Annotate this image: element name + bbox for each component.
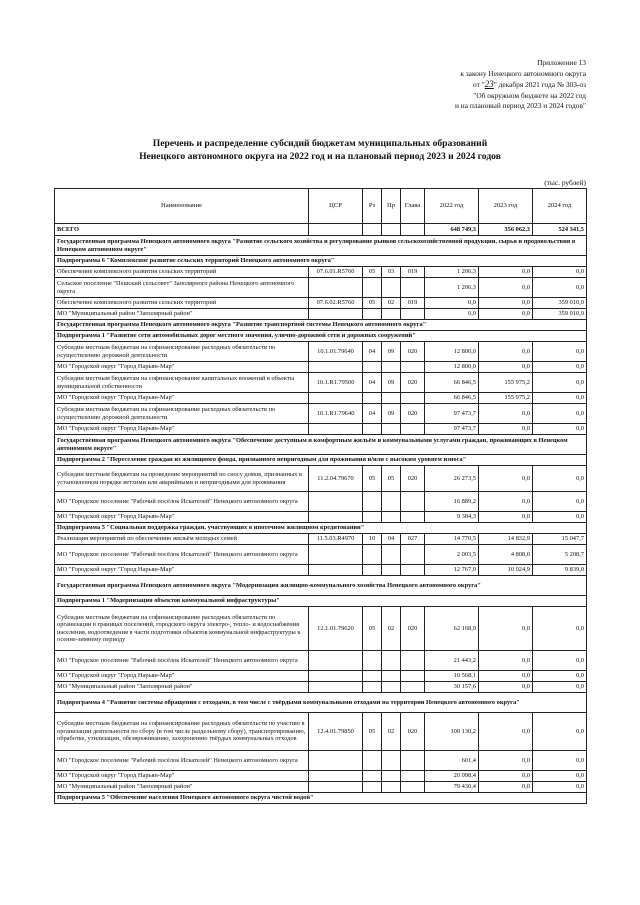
row-2023: 0,0 <box>479 342 533 362</box>
row-rz: 05 <box>363 713 382 751</box>
row-csr <box>309 512 363 523</box>
row-rz <box>363 651 382 671</box>
subsidy-row <box>55 466 587 492</box>
document-title <box>0 137 640 163</box>
row-name: Субсидии местным бюджетам на софинансирование расходных обязательств по организации в границах поселений, городского округа электро-, тепло- и водоснабжения населения, водоотведения в части подготовки объектов коммунальной инфраструктуры к осенне-зимнему периоду <box>55 607 309 651</box>
row-pr: 02 <box>382 713 401 751</box>
row-name: Субсидии местным бюджетам на проведение мероприятий по сносу домов, признанных в установленном порядке ветхими или аварийными и непригодными для проживания <box>55 466 309 492</box>
row-2023: 155 975,2 <box>479 373 533 393</box>
subsidy-row <box>55 713 587 751</box>
row-name: Реализация мероприятий по обеспечению жильём молодых семей <box>55 534 309 545</box>
program-header-row <box>55 455 587 466</box>
row-csr: 12.1.01.79620 <box>309 607 363 651</box>
header-name: Наименование <box>55 189 309 224</box>
row-2022: 0,0 <box>425 298 479 309</box>
row-2022: 9 384,3 <box>425 512 479 523</box>
row-pr <box>382 393 401 404</box>
row-name: МО "Городской округ "Город Нарьян-Мар" <box>55 424 309 435</box>
subsidy-row <box>55 267 587 278</box>
row-2022: 62 168,9 <box>425 607 479 651</box>
row-2024: 0,0 <box>533 466 587 492</box>
row-name: МО "Городское поселение "Рабочий посёлок Искателей" Ненецкого автономного округа <box>55 492 309 512</box>
row-2023: 0,0 <box>479 512 533 523</box>
row-2022: 601,4 <box>425 751 479 771</box>
row-pr <box>382 278 401 298</box>
row-2024: 0,0 <box>533 393 587 404</box>
row-glava <box>401 492 425 512</box>
row-csr <box>309 309 363 320</box>
row-glava <box>401 393 425 404</box>
row-2024: 15 047,7 <box>533 534 587 545</box>
row-name: МО "Городской округ "Город Нарьян-Мар" <box>55 771 309 782</box>
row-2023: 0,0 <box>479 309 533 320</box>
row-2022: 97 473,7 <box>425 404 479 424</box>
row-name: Субсидии местным бюджетам на софинансирование капитальных вложений в объекты муниципальной собственности <box>55 373 309 393</box>
program-title: Подпрограмма 1 "Развитие сети автомобильных дорог местного значения, улично-дорожной сети и дорожных сооружений" <box>55 331 587 342</box>
row-rz <box>363 671 382 682</box>
row-csr: 07.6.01.R5760 <box>309 267 363 278</box>
total-2024: 524 341,5 <box>533 224 587 236</box>
row-rz <box>363 278 382 298</box>
row-2024: 0,0 <box>533 607 587 651</box>
annex-date-prefix: от " <box>473 80 485 90</box>
annex-date <box>386 79 586 91</box>
municipality-row <box>55 393 587 404</box>
row-2022: 66 846,5 <box>425 373 479 393</box>
row-rz: 05 <box>363 298 382 309</box>
row-csr <box>309 362 363 373</box>
units-note: (тыс. рублей) <box>544 178 586 187</box>
row-pr <box>382 424 401 435</box>
header-2023: 2023 год <box>479 189 533 224</box>
municipality-row <box>55 671 587 682</box>
subsidies-table <box>54 188 587 804</box>
annex-number: Приложение 13 <box>537 58 586 67</box>
row-rz <box>363 362 382 373</box>
row-pr <box>382 671 401 682</box>
table-header-row <box>55 189 587 224</box>
row-glava <box>401 751 425 771</box>
row-name: МО "Муниципальный район "Заполярный район" <box>55 782 309 793</box>
row-name: МО "Городской округ "Город Нарьян-Мар" <box>55 565 309 576</box>
municipality-row <box>55 362 587 373</box>
row-2023: 0,0 <box>479 298 533 309</box>
row-pr: 02 <box>382 298 401 309</box>
row-csr <box>309 771 363 782</box>
row-name: Субсидии местным бюджетам на софинансирование расходных обязательств по осуществлению дорожной деятельности <box>55 404 309 424</box>
program-title: Государственная программа Ненецкого автономного округа "Развитие сельского хозяйства и регулирование рынков сельскохозяйственной продукции, сырья и продовольствия в Ненецком автономном округе" <box>55 236 587 256</box>
subsidy-row <box>55 534 587 545</box>
program-title: Подпрограмма 1 "Модернизация объектов коммунальной инфраструктуры" <box>55 596 587 607</box>
row-rz: 04 <box>363 404 382 424</box>
municipality-row <box>55 771 587 782</box>
row-2024: 0,0 <box>533 362 587 373</box>
row-pr <box>382 682 401 693</box>
row-2022: 97 473,7 <box>425 424 479 435</box>
row-2024: 0,0 <box>533 713 587 751</box>
row-csr: 07.6.02.R5760 <box>309 298 363 309</box>
program-header-row <box>55 236 587 256</box>
row-pr <box>382 492 401 512</box>
row-glava <box>401 278 425 298</box>
row-rz <box>363 682 382 693</box>
subsidy-row <box>55 373 587 393</box>
row-2024: 0,0 <box>533 782 587 793</box>
row-csr <box>309 751 363 771</box>
row-glava: 019 <box>401 298 425 309</box>
row-pr: 09 <box>382 404 401 424</box>
row-2022: 1 206,3 <box>425 278 479 298</box>
row-2024: 0,0 <box>533 682 587 693</box>
row-2022: 0,0 <box>425 309 479 320</box>
row-name: Обеспечение комплексного развития сельских территорий <box>55 298 309 309</box>
row-pr: 03 <box>382 267 401 278</box>
row-glava <box>401 424 425 435</box>
subsidy-row <box>55 342 587 362</box>
row-2023: 0,0 <box>479 492 533 512</box>
program-header-row <box>55 331 587 342</box>
row-rz <box>363 393 382 404</box>
row-name: МО "Городское поселение "Рабочий посёлок Искателей" Ненецкого автономного округа <box>55 651 309 671</box>
row-2024: 359 010,9 <box>533 309 587 320</box>
row-2023: 0,0 <box>479 267 533 278</box>
row-2022: 100 130,2 <box>425 713 479 751</box>
row-2024: 9 839,0 <box>533 565 587 576</box>
row-2022: 20 098,4 <box>425 771 479 782</box>
municipality-row <box>55 309 587 320</box>
subsidy-row <box>55 404 587 424</box>
row-glava <box>401 565 425 576</box>
row-name: МО "Городской округ "Город Нарьян-Мар" <box>55 362 309 373</box>
row-2023: 0,0 <box>479 651 533 671</box>
row-2023: 0,0 <box>479 607 533 651</box>
row-csr <box>309 492 363 512</box>
row-glava: 020 <box>401 373 425 393</box>
header-pr: Пр <box>382 189 401 224</box>
annex-law-title: "Об окружном бюджете на 2022 год <box>473 90 586 100</box>
program-title: Государственная программа Ненецкого автономного округа "Модернизация жилищно-коммунального хозяйства Ненецкого автономного округа" <box>55 576 587 596</box>
row-2024: 0,0 <box>533 751 587 771</box>
municipality-row <box>55 424 587 435</box>
row-pr <box>382 651 401 671</box>
row-pr <box>382 782 401 793</box>
row-2024: 0,0 <box>533 771 587 782</box>
row-glava <box>401 362 425 373</box>
row-csr <box>309 682 363 693</box>
row-csr <box>309 565 363 576</box>
row-pr <box>382 771 401 782</box>
row-rz <box>363 771 382 782</box>
row-2023: 4 808,0 <box>479 545 533 565</box>
municipality-row <box>55 492 587 512</box>
program-title: Государственная программа Ненецкого автономного округа "Развитие транспортной системы Ненецкого автономного округа" <box>55 320 587 331</box>
annex-date-day: 23 <box>484 79 494 90</box>
row-csr: 11.5.03.R4970 <box>309 534 363 545</box>
municipality-row <box>55 782 587 793</box>
row-csr: 10.1.01.79640 <box>309 342 363 362</box>
row-rz <box>363 512 382 523</box>
row-pr: 05 <box>382 466 401 492</box>
row-csr: 10.1.R1.79640 <box>309 404 363 424</box>
municipality-row <box>55 682 587 693</box>
row-2023: 0,0 <box>479 404 533 424</box>
municipality-row <box>55 565 587 576</box>
total-row <box>55 224 587 236</box>
program-title: Подпрограмма 5 "Социальная поддержка граждан, участвующих в ипотечном жилищном кредитовании" <box>55 523 587 534</box>
row-glava <box>401 682 425 693</box>
program-header-row <box>55 576 587 596</box>
header-csr: ЦСР <box>309 189 363 224</box>
row-name: Обеспечение комплексного развития сельских территорий <box>55 267 309 278</box>
row-rz <box>363 309 382 320</box>
header-2024: 2024 год <box>533 189 587 224</box>
program-header-row <box>55 523 587 534</box>
total-2023: 356 062,3 <box>479 224 533 236</box>
total-2022: 648 749,3 <box>425 224 479 236</box>
row-glava <box>401 771 425 782</box>
row-name: МО "Городское поселение "Рабочий посёлок Искателей" Ненецкого автономного округа <box>55 751 309 771</box>
row-2022: 12 800,0 <box>425 342 479 362</box>
row-csr <box>309 651 363 671</box>
row-name: Субсидии местным бюджетам на софинансирование расходных обязательств по участию в организации деятельности по сбору (в том числе раздельному сбору), транспортированию, обработке, утилизации, обезвреживанию, захоронению твёрдых коммунальных отходов <box>55 713 309 751</box>
row-name: МО "Муниципальный район "Заполярный район" <box>55 309 309 320</box>
row-pr: 09 <box>382 342 401 362</box>
municipality-row <box>55 651 587 671</box>
row-2023: 0,0 <box>479 771 533 782</box>
annex-law-title-2: и на плановый период 2023 и 2024 годов" <box>454 101 586 111</box>
row-glava: 020 <box>401 342 425 362</box>
row-2022: 1 206,3 <box>425 267 479 278</box>
row-rz: 10 <box>363 534 382 545</box>
row-rz: 05 <box>363 466 382 492</box>
program-header-row <box>55 435 587 455</box>
row-csr <box>309 671 363 682</box>
row-csr <box>309 424 363 435</box>
row-2024: 0,0 <box>533 651 587 671</box>
row-pr: 09 <box>382 373 401 393</box>
program-title: Подпрограмма 2 "Переселение граждан из жилищного фонда, признанного непригодным для проживания и/или с высоким уровнем износа" <box>55 455 587 466</box>
municipality-row <box>55 751 587 771</box>
program-title: Государственная программа Ненецкого автономного округа "Обеспечение доступным и комфортным жильём и коммунальными услугами граждан, проживающих в Ненецком автономном округе" <box>55 435 587 455</box>
row-2023: 0,0 <box>479 671 533 682</box>
row-glava <box>401 309 425 320</box>
row-pr: 02 <box>382 607 401 651</box>
program-header-row <box>55 793 587 804</box>
row-2023: 0,0 <box>479 466 533 492</box>
row-csr: 10.1.R1.79500 <box>309 373 363 393</box>
row-pr: 04 <box>382 534 401 545</box>
row-pr <box>382 565 401 576</box>
row-csr <box>309 278 363 298</box>
row-rz <box>363 545 382 565</box>
row-2024: 359 010,9 <box>533 298 587 309</box>
row-2024: 0,0 <box>533 512 587 523</box>
row-2024: 0,0 <box>533 671 587 682</box>
row-glava <box>401 512 425 523</box>
row-name: Сельское поселение "Пешский сельсовет" Заполярного района Ненецкого автономного округа <box>55 278 309 298</box>
row-2022: 16 889,2 <box>425 492 479 512</box>
row-csr <box>309 545 363 565</box>
title-line-2: Ненецкого автономного округа на 2022 год и на плановый период 2023 и 2024 годов <box>139 151 501 162</box>
row-pr <box>382 512 401 523</box>
row-glava: 020 <box>401 466 425 492</box>
row-2022: 21 443,2 <box>425 651 479 671</box>
row-rz: 05 <box>363 267 382 278</box>
row-2022: 12 767,0 <box>425 565 479 576</box>
row-csr: 11.2.04.79670 <box>309 466 363 492</box>
row-pr <box>382 751 401 771</box>
row-2024: 0,0 <box>533 373 587 393</box>
row-2022: 12 800,0 <box>425 362 479 373</box>
row-glava: 020 <box>401 607 425 651</box>
program-title: Подпрограмма 5 "Обеспечение населения Ненецкого автономного округа чистой водой" <box>55 793 587 804</box>
row-2024: 0,0 <box>533 342 587 362</box>
row-rz <box>363 782 382 793</box>
row-pr <box>382 545 401 565</box>
program-header-row <box>55 596 587 607</box>
row-2024: 0,0 <box>533 492 587 512</box>
row-2022: 26 273,5 <box>425 466 479 492</box>
title-line-1: Перечень и распределение субсидий бюджетам муниципальных образований <box>152 138 488 149</box>
program-title: Подпрограмма 6 "Комплексное развитие сельских территорий Ненецкого автономного округа" <box>55 256 587 267</box>
row-glava: 020 <box>401 404 425 424</box>
program-header-row <box>55 320 587 331</box>
row-name: МО "Муниципальный район "Заполярный район" <box>55 682 309 693</box>
subsidy-row <box>55 607 587 651</box>
row-2022: 10 568,1 <box>425 671 479 682</box>
municipality-row <box>55 278 587 298</box>
row-2022: 14 770,5 <box>425 534 479 545</box>
program-header-row <box>55 256 587 267</box>
row-rz: 05 <box>363 607 382 651</box>
row-glava <box>401 545 425 565</box>
row-rz <box>363 751 382 771</box>
row-rz <box>363 424 382 435</box>
row-rz <box>363 565 382 576</box>
row-2024: 0,0 <box>533 278 587 298</box>
row-glava <box>401 671 425 682</box>
row-pr <box>382 309 401 320</box>
header-glava: Глава <box>401 189 425 224</box>
row-name: Субсидии местным бюджетам на софинансирование расходных обязательств по осуществлению дорожной деятельности <box>55 342 309 362</box>
row-rz: 04 <box>363 342 382 362</box>
row-2024: 0,0 <box>533 424 587 435</box>
row-2023: 155 975,2 <box>479 393 533 404</box>
row-2023: 0,0 <box>479 782 533 793</box>
row-2022: 2 003,5 <box>425 545 479 565</box>
row-rz: 04 <box>363 373 382 393</box>
header-2022: 2022 год <box>425 189 479 224</box>
row-csr: 12.4.01.79850 <box>309 713 363 751</box>
row-name: МО "Городское поселение "Рабочий посёлок Искателей" Ненецкого автономного округа <box>55 545 309 565</box>
annex-header <box>386 58 586 112</box>
row-glava <box>401 782 425 793</box>
row-2023: 0,0 <box>479 713 533 751</box>
row-name: МО "Городской округ "Город Нарьян-Мар" <box>55 671 309 682</box>
row-2023: 0,0 <box>479 751 533 771</box>
row-2023: 14 832,9 <box>479 534 533 545</box>
row-2024: 5 208,7 <box>533 545 587 565</box>
row-2023: 0,0 <box>479 424 533 435</box>
row-2023: 0,0 <box>479 362 533 373</box>
annex-law-ref: к закону Ненецкого автономного округа <box>460 68 586 78</box>
row-2022: 79 430,4 <box>425 782 479 793</box>
row-2023: 0,0 <box>479 682 533 693</box>
row-csr <box>309 393 363 404</box>
municipality-row <box>55 512 587 523</box>
subsidy-row <box>55 298 587 309</box>
row-2022: 66 846,5 <box>425 393 479 404</box>
row-name: МО "Городской округ "Город Нарьян-Мар" <box>55 393 309 404</box>
row-glava <box>401 651 425 671</box>
program-header-row <box>55 693 587 713</box>
row-2023: 0,0 <box>479 278 533 298</box>
row-glava: 020 <box>401 713 425 751</box>
row-csr <box>309 782 363 793</box>
row-rz <box>363 492 382 512</box>
header-rz: Рз <box>363 189 382 224</box>
row-2024: 0,0 <box>533 404 587 424</box>
total-label: ВСЕГО <box>55 224 309 236</box>
annex-date-suffix: " декабря 2021 года № 303-оз <box>493 80 586 90</box>
row-2024: 0,0 <box>533 267 587 278</box>
municipality-row <box>55 545 587 565</box>
row-name: МО "Городской округ "Город Нарьян-Мар" <box>55 512 309 523</box>
program-title: Подпрограмма 4 "Развитие системы обращения с отходами, в том числе с твёрдыми коммунальными отходами на территории Ненецкого автономного округа" <box>55 693 587 713</box>
row-2022: 30 157,6 <box>425 682 479 693</box>
row-glava: 027 <box>401 534 425 545</box>
row-pr <box>382 362 401 373</box>
row-glava: 019 <box>401 267 425 278</box>
row-2023: 10 024,9 <box>479 565 533 576</box>
